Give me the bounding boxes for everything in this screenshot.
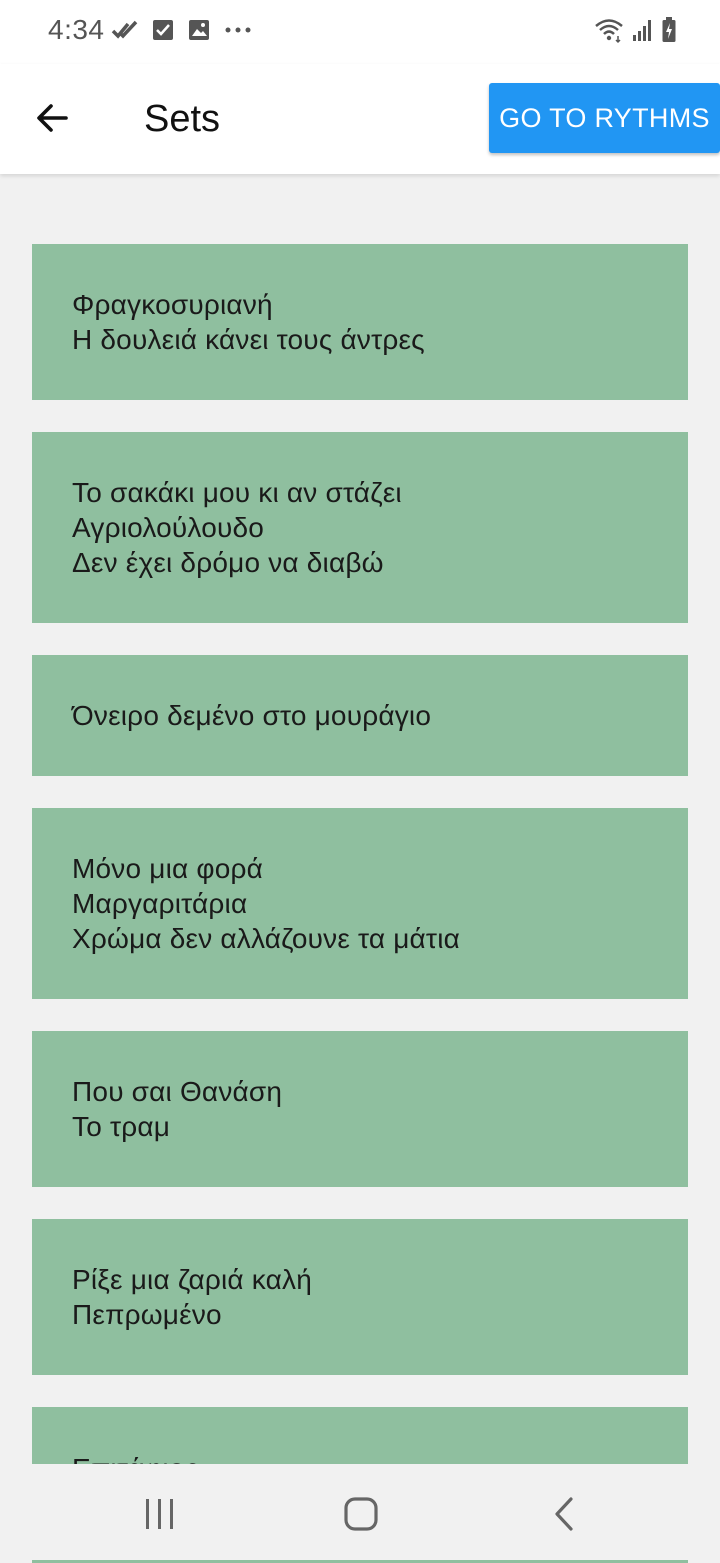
system-nav-bar	[0, 1464, 720, 1560]
set-card[interactable]	[32, 808, 688, 999]
home-icon	[343, 1496, 379, 1532]
set-title: Το τραμ	[72, 1111, 171, 1142]
set-card[interactable]	[32, 244, 688, 400]
set-title: Ρίξε μια ζαριά καλή	[72, 1264, 313, 1295]
set-title: Αγριολούλουδο	[72, 512, 265, 543]
checkbox-icon	[152, 19, 174, 46]
set-title: Το σακάκι μου κι αν στάζει	[72, 477, 402, 508]
set-card[interactable]	[32, 1031, 688, 1187]
set-card[interactable]	[32, 1219, 688, 1375]
set-title: Όνειρο δεμένο στο μουράγιο	[72, 700, 432, 731]
sets-list[interactable]	[0, 174, 720, 1464]
recents-icon	[143, 1497, 177, 1531]
set-title: Φραγκοσυριανή	[72, 289, 273, 320]
set-title: Η δουλειά κάνει τους άντρες	[72, 324, 425, 355]
set-title: Χρώμα δεν αλλάζουνε τα μάτια	[72, 923, 461, 954]
set-card[interactable]	[32, 432, 688, 623]
go-to-rythms-button[interactable]: GO TO RYTHMS	[489, 83, 720, 153]
arrow-left-icon	[34, 100, 70, 136]
page-title: Sets	[144, 98, 221, 140]
notification-icons	[112, 16, 252, 48]
status-time: 4:34	[48, 14, 105, 45]
wifi-icon	[594, 17, 624, 48]
nav-back-button[interactable]	[534, 1488, 594, 1540]
set-title: Που σαι Θανάση	[72, 1076, 283, 1107]
set-title: Μόνο μια φορά	[72, 853, 264, 884]
set-title: Δεν έχει δρόμο να διαβώ	[72, 547, 384, 578]
back-chevron-icon	[549, 1496, 579, 1532]
system-icons	[594, 16, 676, 48]
home-button[interactable]	[331, 1488, 391, 1540]
signal-icon	[632, 18, 654, 47]
image-icon	[188, 19, 210, 46]
double-check-icon	[112, 19, 138, 46]
set-card[interactable]	[32, 655, 688, 776]
set-title: Πεπρωμένο	[72, 1299, 222, 1330]
set-title: Μαργαριτάρια	[72, 888, 248, 919]
app-bar	[0, 64, 720, 174]
status-bar	[0, 0, 720, 64]
more-dots-icon	[224, 19, 252, 46]
battery-charging-icon	[662, 17, 676, 48]
recents-button[interactable]	[130, 1488, 190, 1540]
back-button[interactable]	[30, 96, 74, 140]
